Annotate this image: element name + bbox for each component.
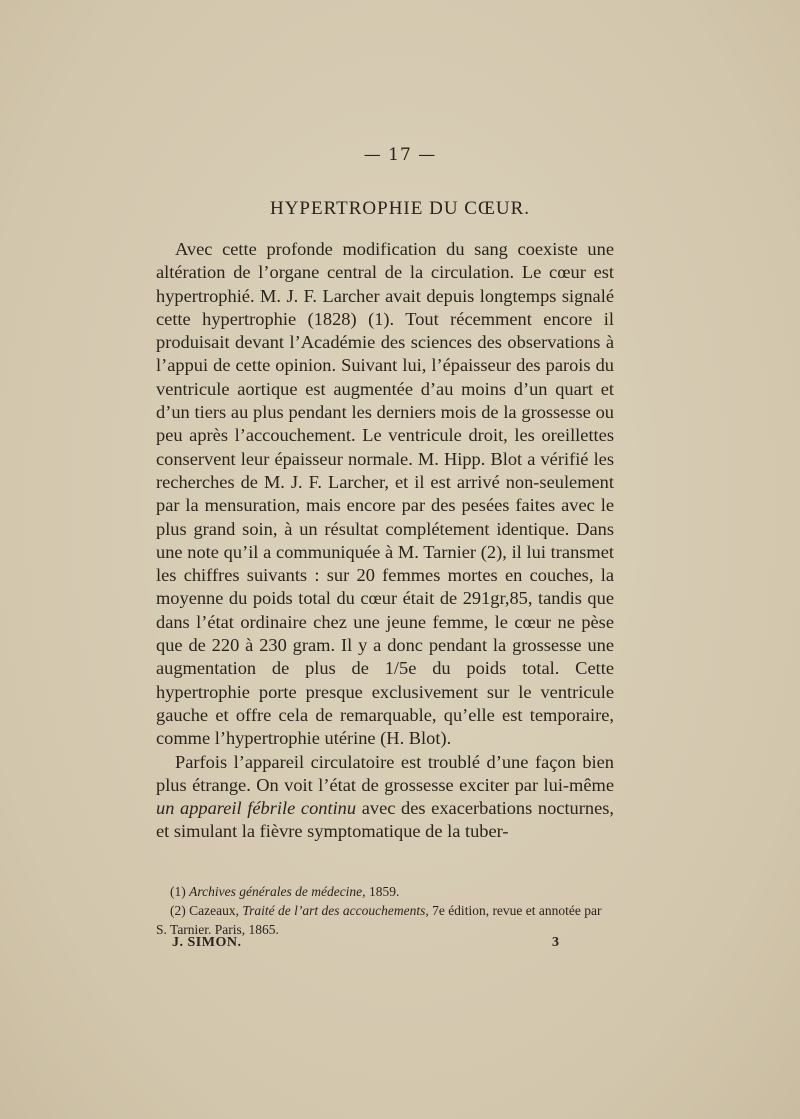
section-heading: HYPERTROPHIE DU CŒUR.: [269, 198, 531, 219]
footnote-2-marker: (2): [170, 903, 186, 918]
footnotes: [156, 882, 614, 939]
signature-mark: J. SIMON.: [172, 935, 242, 950]
footnote-1-title: Archives générales de médecine,: [189, 884, 366, 899]
paragraph-2-start: Parfois l’appareil circulatoire est troublé d’une façon bien plus étrange. On voit l’état de grossesse exciter par lui-même: [156, 751, 614, 795]
paragraph-2: [156, 751, 614, 844]
footnote-2: [156, 901, 614, 939]
body-text: [156, 238, 614, 844]
page-number: — 17 —: [363, 145, 437, 165]
paragraph-2-end: avec des exacerbations nocturnes, et simulant la fièvre symptomatique de la tuber-: [156, 798, 614, 842]
paragraph-1: Avec cette profonde modification du sang coexiste une altération de l’organe central de la circulation. Le cœur est hypertrophié. M. J. F. Larcher avait depuis longtemps signalé cette hypertrophie (1828) (1). Tout récemment encore il produisait devant l’Académie des sciences des observations à l’appui de cette opinion. Suivant lui, l’épaisseur des parois du ventricule aortique est augmentée d’au moins d’un quart et d’un tiers au plus pendant les derniers mois de la grossesse ou peu après l’accouchement. Le ventricule droit, les oreillettes conservent leur épaisseur normale. M. Hipp. Blot a vérifié les recherches de M. J. F. Larcher, et il est arrivé non-seulement par la mensuration, mais encore par des pesées faites avec le plus grand soin, à un résultat complétement identique. Dans une note qu’il a communiquée à M. Tarnier (2), il lui transmet les chiffres suivants : sur 20 femmes mortes en couches, la moyenne du poids total du cœur était de 291gr,85, tandis que dans l’état ordinaire chez une jeune femme, le cœur ne pèse que de 220 à 230 gram. Il y a donc pendant la grossesse une augmentation de plus de 1/5e du poids total. Cette hypertrophie porte presque exclusivement sur le ventricule gauche et offre cela de remarquable, qu’elle est temporaire, comme l’hypertrophie utérine (H. Blot).: [156, 239, 614, 749]
footnote-1-marker: (1): [170, 884, 186, 899]
footnote-2-prefix: Cazeaux,: [185, 903, 243, 918]
footnote-1: [156, 882, 614, 901]
footnote-2-rest: 7e édition, revue et annotée par S. Tarnier. Paris, 1865.: [156, 903, 602, 937]
sheet-number: 3: [552, 935, 559, 950]
italic-phrase: un appareil fébrile continu: [156, 798, 357, 819]
footnote-2-title: Traité de l’art des accouchements,: [242, 903, 429, 918]
footnote-1-rest: 1859.: [365, 884, 400, 899]
